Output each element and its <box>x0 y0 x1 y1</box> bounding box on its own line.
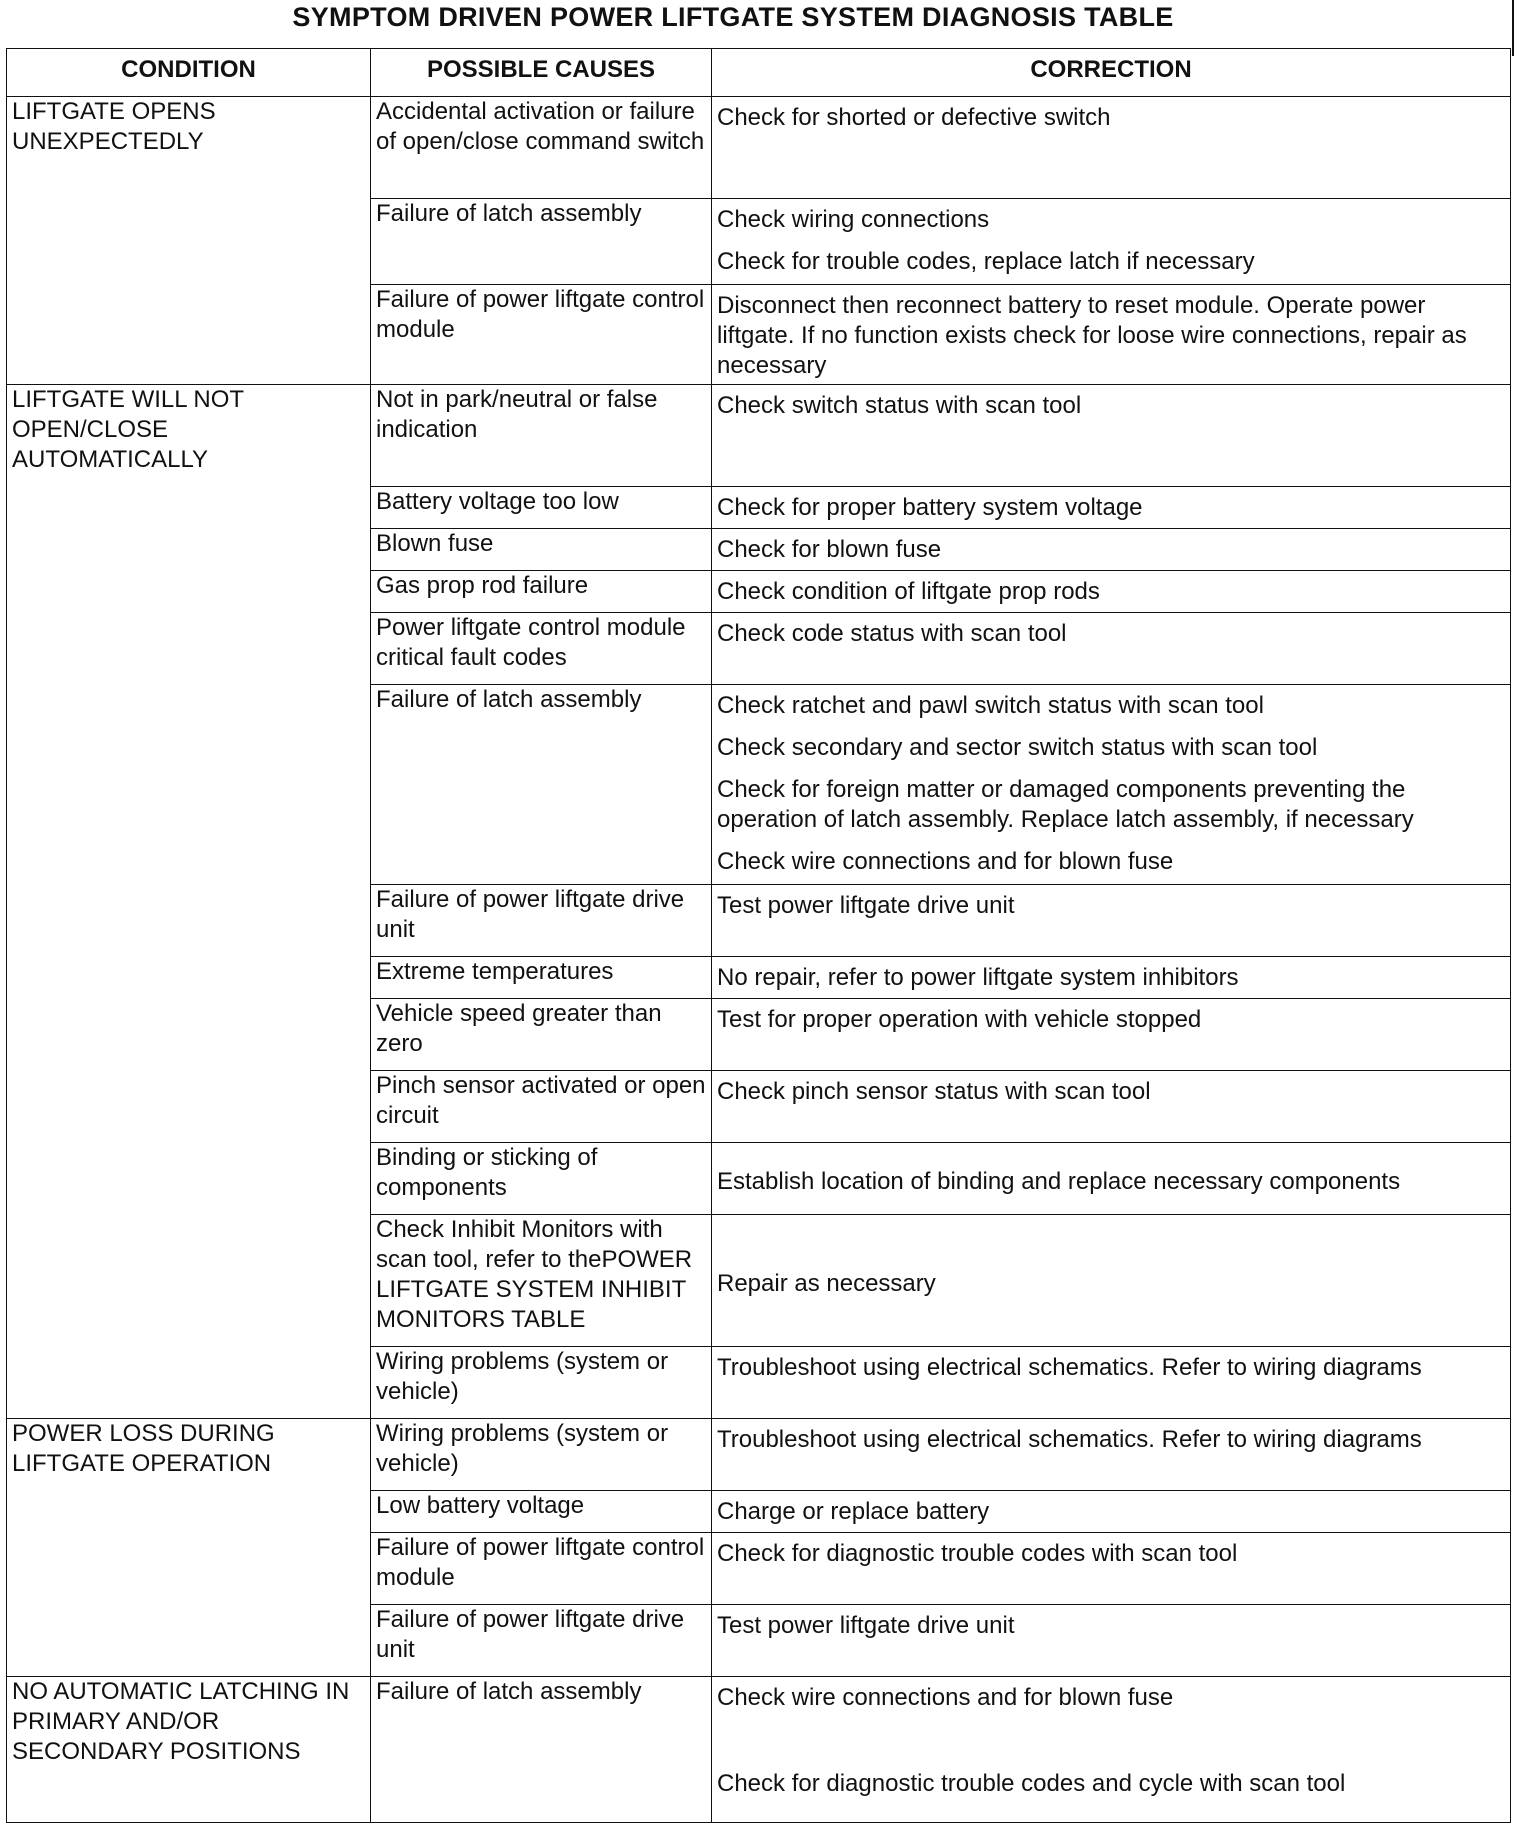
column-header-correction: CORRECTION <box>712 49 1511 97</box>
correction-cell <box>712 1071 1511 1143</box>
condition-cell: POWER LOSS DURING LIFTGATE OPERATION <box>7 1419 371 1677</box>
table-row <box>7 97 1511 199</box>
correction-text: Test power liftgate drive unit <box>717 1612 1015 1639</box>
table-header-row <box>7 49 1511 97</box>
column-header-possible-causes: POSSIBLE CAUSES <box>371 49 712 97</box>
correction-cell <box>712 529 1511 571</box>
correction-text: Check for blown fuse <box>717 536 942 563</box>
correction-text: Check wiring connections <box>717 206 990 233</box>
correction-text: Check wire connections and for blown fuse <box>717 1684 1174 1711</box>
correction-text: Check secondary and sector switch status with scan tool <box>717 734 1318 761</box>
possible-cause-cell: Failure of power liftgate control module <box>371 1533 712 1605</box>
possible-cause-cell: Failure of latch assembly <box>371 1677 712 1823</box>
column-header-condition: CONDITION <box>7 49 371 97</box>
correction-cell <box>712 957 1511 999</box>
condition-cell: LIFTGATE OPENS UNEXPECTEDLY <box>7 97 371 385</box>
possible-cause-cell: Vehicle speed greater than zero <box>371 999 712 1071</box>
correction-text: Repair as necessary <box>717 1269 936 1297</box>
table-body <box>7 97 1511 1823</box>
table-row <box>7 385 1511 487</box>
correction-text: Test for proper operation with vehicle stopped <box>717 1006 1202 1033</box>
correction-cell <box>712 1533 1511 1605</box>
correction-text: Check for diagnostic trouble codes and cycle with scan tool <box>717 1770 1346 1797</box>
correction-cell <box>712 1605 1511 1677</box>
possible-cause-cell: Failure of power liftgate control module <box>371 285 712 385</box>
correction-cell <box>712 1491 1511 1533</box>
possible-cause-cell: Failure of latch assembly <box>371 685 712 885</box>
frame-edge-line <box>1512 0 1514 56</box>
possible-cause-cell: Failure of power liftgate drive unit <box>371 885 712 957</box>
correction-text: Check code status with scan tool <box>717 620 1067 647</box>
possible-cause-cell: Pinch sensor activated or open circuit <box>371 1071 712 1143</box>
possible-cause-cell: Binding or sticking of components <box>371 1143 712 1215</box>
correction-cell <box>712 199 1511 285</box>
possible-cause-cell: Power liftgate control module critical fault codes <box>371 613 712 685</box>
possible-cause-cell: Check Inhibit Monitors with scan tool, refer to thePOWER LIFTGATE SYSTEM INHIBIT MONITORS TABLE <box>371 1215 712 1347</box>
correction-cell <box>712 97 1511 199</box>
possible-cause-cell: Failure of power liftgate drive unit <box>371 1605 712 1677</box>
correction-cell <box>712 1347 1511 1419</box>
possible-cause-cell: Accidental activation or failure of open/close command switch <box>371 97 712 199</box>
correction-text: Check ratchet and pawl switch status with scan tool <box>717 692 1264 719</box>
possible-cause-cell: Blown fuse <box>371 529 712 571</box>
correction-cell <box>712 285 1511 385</box>
correction-cell <box>712 385 1511 487</box>
correction-text: Disconnect then reconnect battery to reset module. Operate power liftgate. If no function exists check for loose wire connections, repair as necessary <box>717 292 1467 379</box>
correction-text: Check for diagnostic trouble codes with scan tool <box>717 1540 1238 1567</box>
correction-text: No repair, refer to power liftgate system inhibitors <box>717 964 1239 991</box>
correction-text: Troubleshoot using electrical schematics. Refer to wiring diagrams <box>717 1426 1422 1453</box>
page-title: SYMPTOM DRIVEN POWER LIFTGATE SYSTEM DIAGNOSIS TABLE <box>292 2 1174 32</box>
condition-cell: LIFTGATE WILL NOT OPEN/CLOSE AUTOMATICALLY <box>7 385 371 1419</box>
correction-text: Check condition of liftgate prop rods <box>717 578 1100 605</box>
correction-cell <box>712 571 1511 613</box>
table-row <box>7 1419 1511 1491</box>
possible-cause-cell: Low battery voltage <box>371 1491 712 1533</box>
possible-cause-cell: Battery voltage too low <box>371 487 712 529</box>
possible-cause-cell: Gas prop rod failure <box>371 571 712 613</box>
correction-cell <box>712 613 1511 685</box>
correction-cell <box>712 487 1511 529</box>
possible-cause-cell: Extreme temperatures <box>371 957 712 999</box>
correction-text: Check for proper battery system voltage <box>717 494 1143 521</box>
correction-text: Check switch status with scan tool <box>717 392 1082 419</box>
possible-cause-cell: Not in park/neutral or false indication <box>371 385 712 487</box>
correction-text: Test power liftgate drive unit <box>717 892 1015 919</box>
possible-cause-cell: Wiring problems (system or vehicle) <box>371 1347 712 1419</box>
correction-cell <box>712 1677 1511 1823</box>
correction-text: Check pinch sensor status with scan tool <box>717 1078 1151 1105</box>
correction-cell <box>712 885 1511 957</box>
table-row <box>7 1677 1511 1823</box>
correction-cell <box>712 1215 1511 1347</box>
correction-cell <box>712 1419 1511 1491</box>
correction-text: Check wire connections and for blown fuse <box>717 848 1174 875</box>
correction-text: Check for trouble codes, replace latch if necessary <box>717 248 1255 275</box>
diagnosis-table <box>6 48 1511 1823</box>
condition-cell: NO AUTOMATIC LATCHING IN PRIMARY AND/OR SECONDARY POSITIONS <box>7 1677 371 1823</box>
correction-text: Check for foreign matter or damaged components preventing the operation of latch assembly. Replace latch assembly, if necessary <box>717 776 1414 833</box>
correction-cell <box>712 999 1511 1071</box>
correction-text: Charge or replace battery <box>717 1498 990 1525</box>
correction-text: Troubleshoot using electrical schematics. Refer to wiring diagrams <box>717 1354 1422 1381</box>
correction-cell <box>712 685 1511 885</box>
possible-cause-cell: Failure of latch assembly <box>371 199 712 285</box>
correction-cell <box>712 1143 1511 1215</box>
possible-cause-cell: Wiring problems (system or vehicle) <box>371 1419 712 1491</box>
correction-text: Check for shorted or defective switch <box>717 104 1111 131</box>
correction-text: Establish location of binding and replace necessary components <box>717 1167 1401 1195</box>
